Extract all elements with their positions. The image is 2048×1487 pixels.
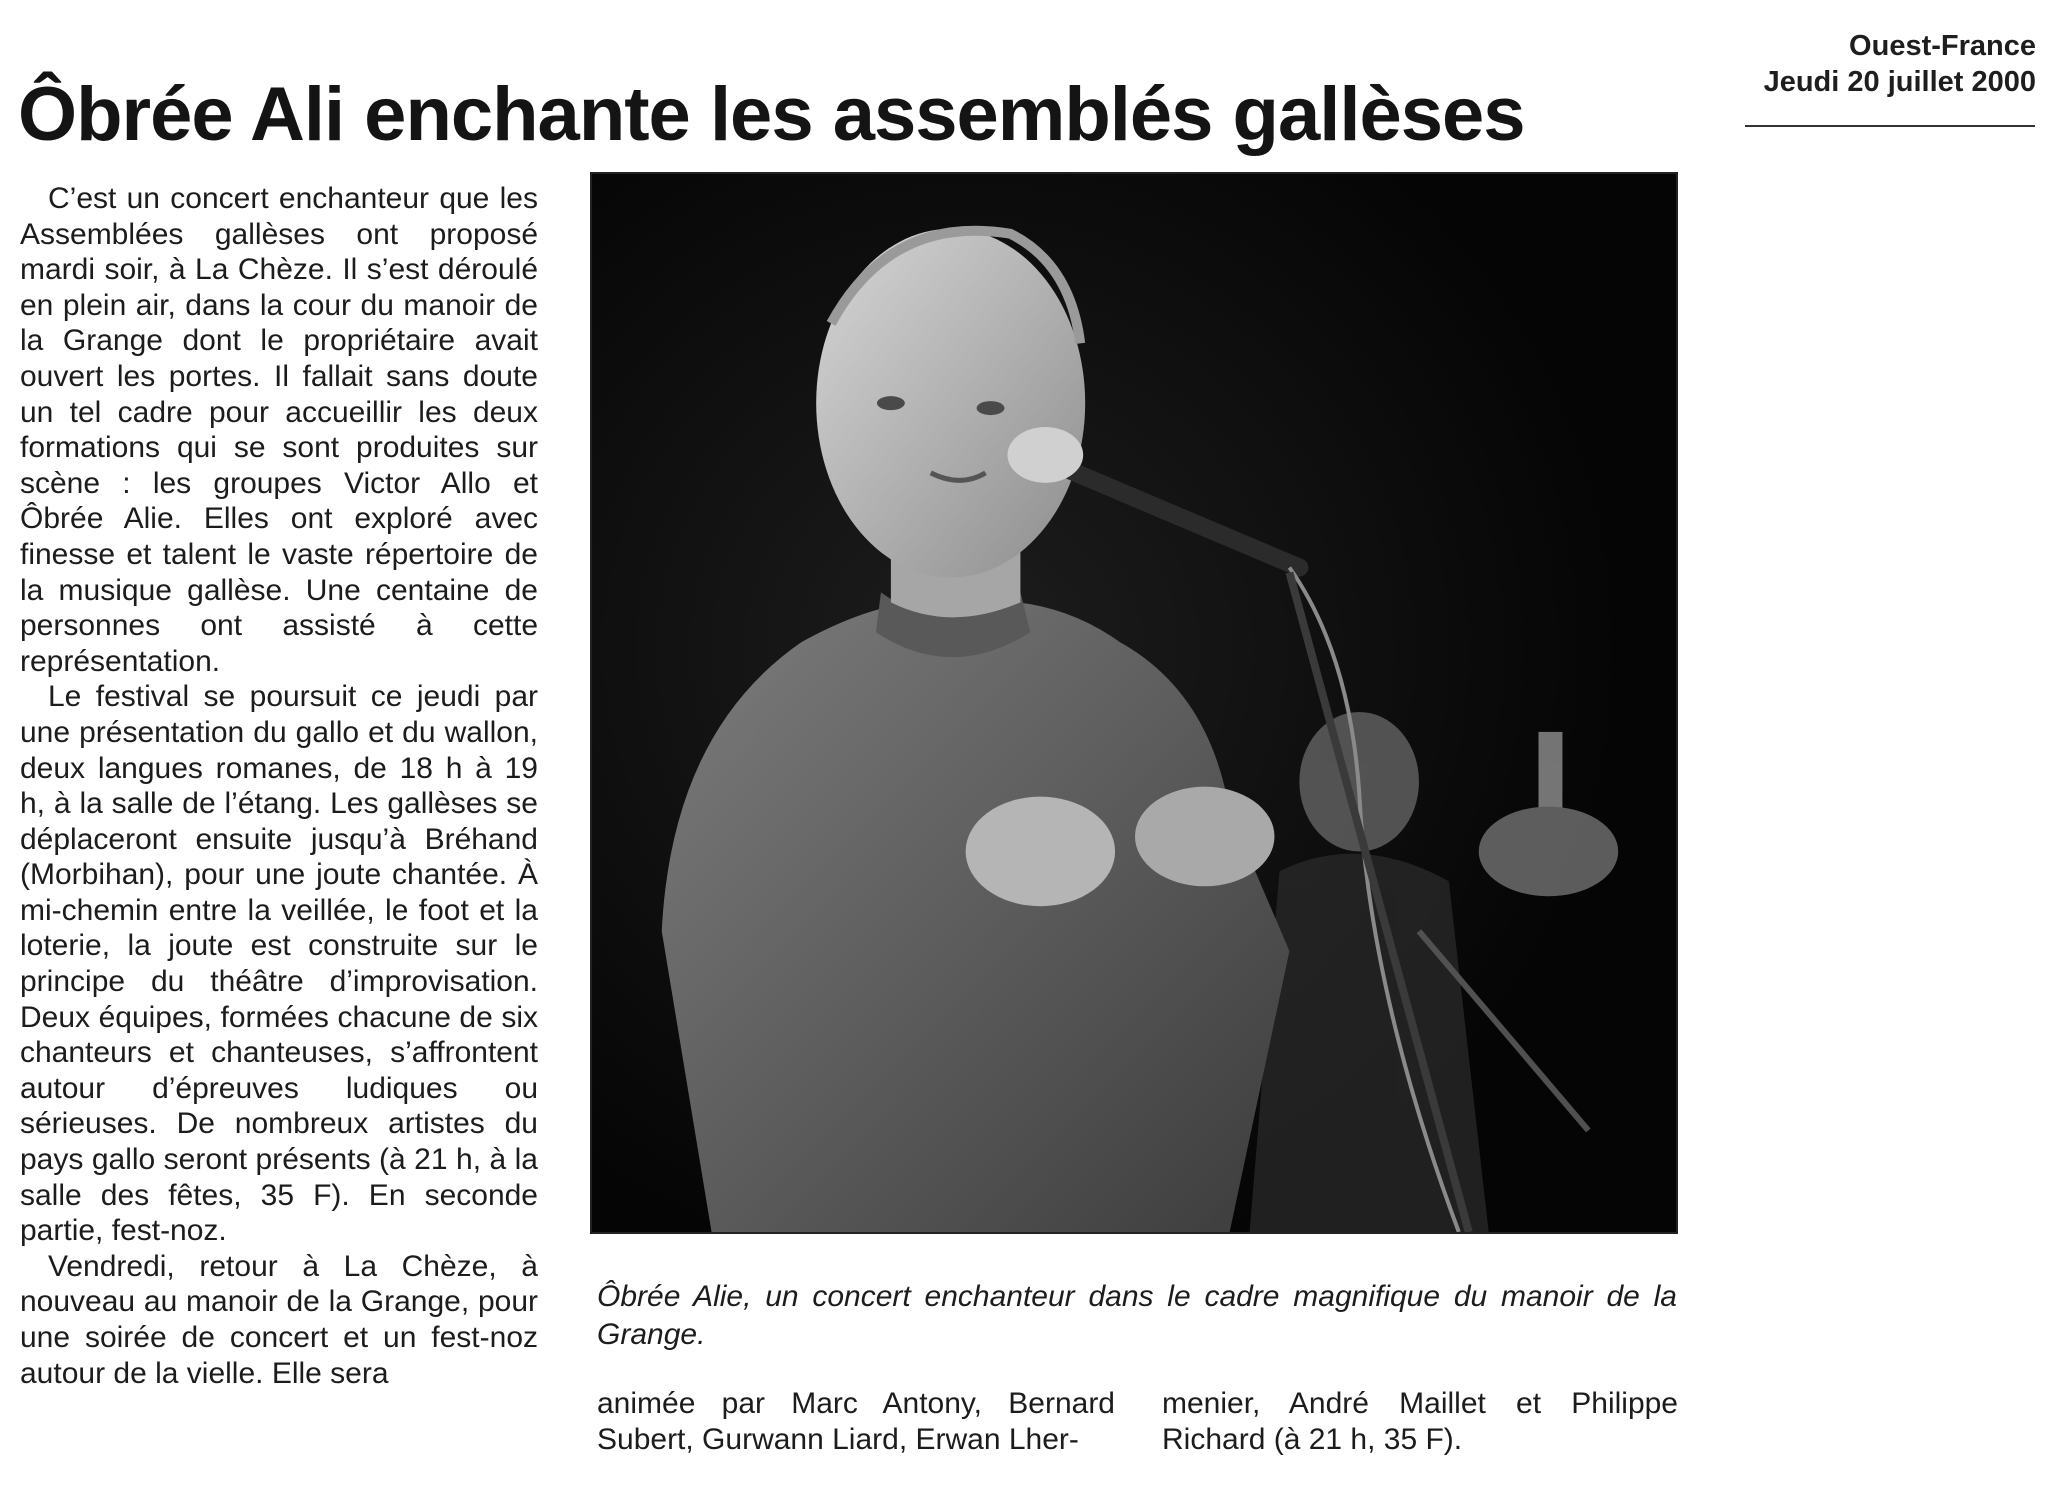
singer-photo-graphic [592, 174, 1676, 1232]
article-bottom-column-2 [1162, 1386, 1678, 1457]
paragraph-2: Le festival se poursuit ce jeudi par une présentation du gallo et du wallon, deux langues romanes, de 18 h à 19 h, à la salle de l’étang. Les gallèses se déplaceront ensuite jusqu’à Bréhand (Morbihan), pour une joute chantée. À mi-chemin entre la veillée, le foot et la loterie, la joute est construite sur le principe du théâtre d’improvisation. Deux équipes, formées chacune de six chanteurs et chanteuses, s’affrontent autour d’épreuves ludiques ou sérieuses. De nombreux artistes du pays gallo seront présents (à 21 h, à la salle des fêtes, 35 F). En seconde partie, fest-noz. [20, 680, 538, 1248]
singer-hand-left [966, 797, 1115, 907]
paragraph-3: Vendredi, retour à La Chèze, à nouveau au manoir de la Grange, pour une soirée de concert et un fest-noz autour de la vielle. Elle sera [20, 1249, 538, 1390]
singer-hand-right [1135, 787, 1274, 887]
article-bottom-column-1 [597, 1386, 1115, 1457]
masthead-rule [1745, 125, 2035, 127]
publication-date: Jeudi 20 juillet 2000 [1763, 66, 2036, 98]
newspaper-name: Ouest-France [1849, 30, 2036, 62]
article-headline: Ôbrée Ali enchante les assemblés gallèses [18, 72, 1525, 157]
microphone-head [1007, 427, 1083, 483]
masthead [1764, 28, 2036, 100]
photo-caption: Ôbrée Alie, un concert enchanteur dans le cadre magnifique du manoir de la Grange. [597, 1280, 1677, 1351]
article-photo [590, 172, 1678, 1234]
paragraph-1: C’est un concert enchanteur que les Assemblées gallèses ont proposé mardi soir, à La Chèze. Il s’est déroulé en plein air, dans la cour du manoir de la Grange dont le propriétaire avait ouvert les portes. Il fallait sans doute un tel cadre pour accueillir les deux formations qui se sont produites sur scène : les groupes Victor Allo et Ôbrée Alie. Elles ont exploré avec finesse et talent le vaste répertoire de la musique gallèse. Une centaine de personnes ont assisté à cette représentation. [20, 182, 538, 678]
bottom-paragraph-2: menier, André Maillet et Philippe Richard (à 21 h, 35 F). [1162, 1387, 1678, 1456]
article-left-column [20, 181, 538, 1391]
bottom-paragraph-1: animée par Marc Antony, Bernard Subert, Gurwann Liard, Erwan Lher- [597, 1387, 1115, 1456]
